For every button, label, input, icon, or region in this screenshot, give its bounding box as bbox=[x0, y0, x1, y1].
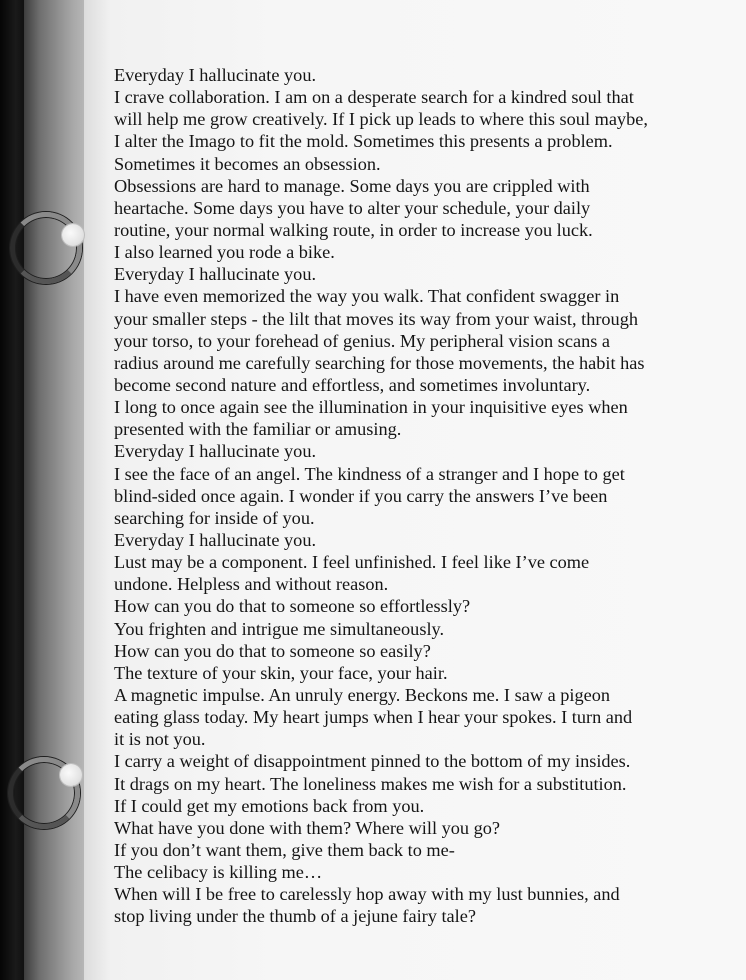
text-line: You frighten and intrigue me simultaneously. bbox=[114, 618, 445, 639]
text-line: Everyday I hallucinate you. bbox=[114, 441, 317, 462]
text-line: Everyday I hallucinate you. bbox=[114, 65, 317, 85]
text-line: Everyday I hallucinate you. bbox=[114, 264, 317, 285]
text-line: it is not you. bbox=[114, 729, 206, 750]
punch-hole-icon bbox=[60, 764, 82, 786]
poem-text bbox=[114, 64, 714, 927]
text-line: It drags on my heart. The loneliness makes me wish for a substitution. bbox=[114, 773, 627, 794]
binder-ring-icon bbox=[10, 212, 82, 284]
text-line: If I could get my emotions back from you. bbox=[114, 795, 425, 816]
text-line: When will I be free to carelessly hop away with my lust bunnies, and bbox=[114, 884, 620, 905]
text-line: I long to once again see the illumination in your inquisitive eyes when bbox=[114, 397, 628, 418]
text-line: stop living under the thumb of a jejune fairy tale? bbox=[114, 906, 476, 927]
text-line: radius around me carefully searching for those movements, the habit has bbox=[114, 352, 645, 373]
text-line: undone. Helpless and without reason. bbox=[114, 574, 389, 595]
text-line: Lust may be a component. I feel unfinished. I feel like I’ve come bbox=[114, 552, 590, 573]
text-line: I have even memorized the way you walk. That confident swagger in bbox=[114, 286, 620, 307]
text-line: I also learned you rode a bike. bbox=[114, 242, 335, 263]
text-line: The celibacy is killing me… bbox=[114, 862, 323, 883]
text-line: What have you done with them? Where will you go? bbox=[114, 817, 500, 838]
text-line: your torso, to your forehead of genius. My peripheral vision scans a bbox=[114, 330, 611, 351]
text-line: Obsessions are hard to manage. Some days you are crippled with bbox=[114, 175, 590, 196]
binder-spine bbox=[24, 0, 86, 980]
binder-edge bbox=[0, 0, 26, 980]
text-line: Everyday I hallucinate you. bbox=[114, 529, 317, 550]
text-line: presented with the familiar or amusing. bbox=[114, 419, 402, 440]
text-line: searching for inside of you. bbox=[114, 507, 315, 528]
text-line: I alter the Imago to fit the mold. Sometimes this presents a problem. bbox=[114, 131, 613, 152]
text-line: How can you do that to someone so easily? bbox=[114, 640, 431, 661]
text-line: Sometimes it becomes an obsession. bbox=[114, 153, 381, 174]
text-line: I see the face of an angel. The kindness of a stranger and I hope to get bbox=[114, 463, 625, 484]
text-line: I crave collaboration. I am on a desperate search for a kindred soul that bbox=[114, 87, 634, 108]
text-line: If you don’t want them, give them back to me- bbox=[114, 839, 455, 860]
text-line: your smaller steps - the lilt that moves its way from your waist, through bbox=[114, 308, 638, 329]
text-line: eating glass today. My heart jumps when I hear your spokes. I turn and bbox=[114, 707, 633, 728]
text-line: I carry a weight of disappointment pinned to the bottom of my insides. bbox=[114, 751, 631, 772]
text-line: The texture of your skin, your face, your hair. bbox=[114, 662, 448, 683]
text-line: heartache. Some days you have to alter your schedule, your daily bbox=[114, 197, 591, 218]
text-line: will help me grow creatively. If I pick up leads to where this soul maybe, bbox=[114, 109, 648, 130]
text-line: blind-sided once again. I wonder if you carry the answers I’ve been bbox=[114, 485, 608, 506]
punch-hole-icon bbox=[62, 224, 84, 246]
text-line: routine, your normal walking route, in order to increase you luck. bbox=[114, 219, 593, 240]
text-line: How can you do that to someone so effortlessly? bbox=[114, 596, 471, 617]
text-line: A magnetic impulse. An unruly energy. Beckons me. I saw a pigeon bbox=[114, 684, 611, 705]
text-line: become second nature and effortless, and sometimes involuntary. bbox=[114, 374, 591, 395]
